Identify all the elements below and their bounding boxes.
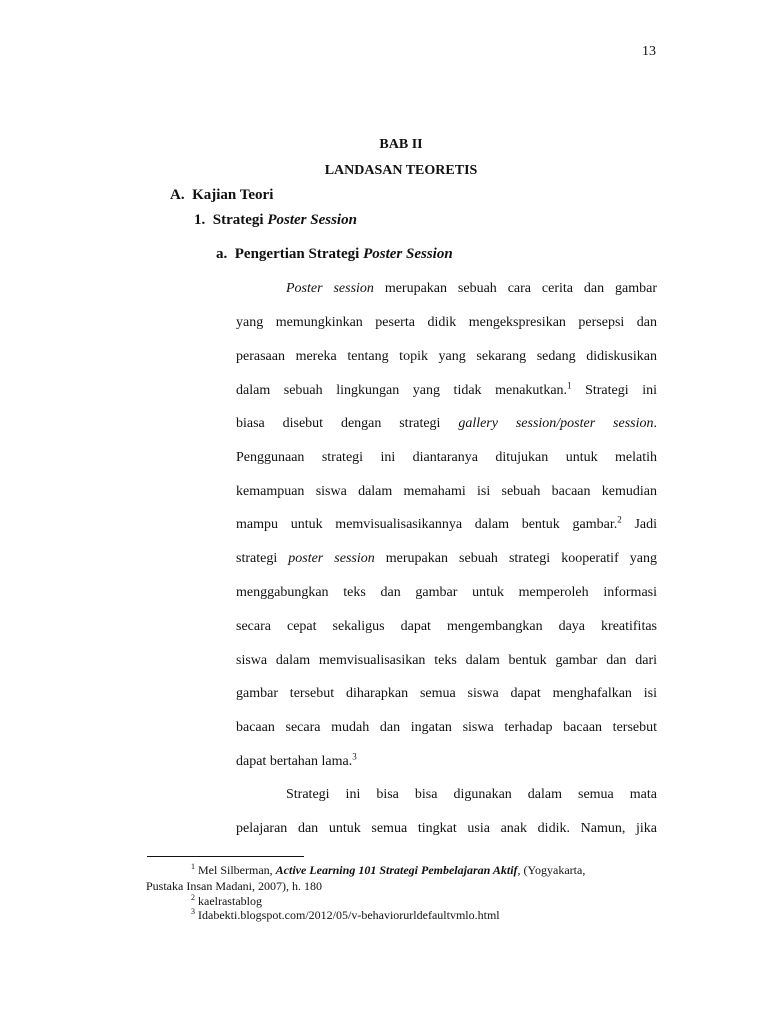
section-heading-1: 1. Strategi Poster Session: [194, 212, 357, 228]
body-line: kemampuan siswa dalam memahami isi sebuah bacaan kemudian: [236, 484, 657, 499]
page-number: 13: [642, 44, 656, 59]
footnote-1-continuation: Pustaka Insan Madani, 2007), h. 180: [146, 879, 322, 893]
footnote-3: $^3$ Idabekti.blogspot.com/2012/05/v-behaviorurldefaultvmlo.html: [191, 907, 500, 922]
chapter-title: LANDASAN TEORETIS: [324, 163, 478, 178]
body-line: strategi poster session merupakan sebuah strategi kooperatif yang: [236, 551, 657, 566]
body-line: Strategi ini bisa bisa digunakan dalam semua mata: [286, 787, 657, 802]
body-line: yang memungkinkan peserta didik mengekspresikan persepsi dan: [236, 315, 657, 330]
body-line: secara cepat sekaligus dapat mengembangkan daya kreatifitas: [236, 619, 657, 634]
footnote-2: $^2$ kaelrastablog: [191, 893, 262, 908]
body-line: perasaan mereka tentang topik yang sekarang sedang didiskusikan: [236, 349, 657, 364]
chapter-heading: BAB II: [379, 137, 423, 152]
body-line: dalam sebuah lingkungan yang tidak menakutkan.$^1$ Strategi ini: [236, 380, 657, 398]
body-line: pelajaran dan untuk semua tingkat usia anak didik. Namun, jika: [236, 821, 657, 836]
footnote-separator: [147, 856, 304, 857]
body-line: Poster session merupakan sebuah cara cerita dan gambar: [286, 281, 657, 296]
body-line: biasa disebut dengan strategi gallery session/poster session.: [236, 416, 657, 431]
footnote-1: $^1$ Mel Silberman, Active Learning 101 Strategi Pembelajaran Aktif, (Yogyakarta,: [191, 862, 586, 877]
body-line: bacaan secara mudah dan ingatan siswa terhadap bacaan tersebut: [236, 720, 657, 735]
subsection-heading: a. Pengertian Strategi Poster Session: [216, 246, 453, 262]
section-heading-a: A. Kajian Teori: [170, 187, 274, 203]
body-line: Penggunaan strategi ini diantaranya ditujukan untuk melatih: [236, 450, 657, 465]
body-line: gambar tersebut diharapkan semua siswa dapat menghafalkan isi: [236, 686, 657, 701]
body-line: menggabungkan teks dan gambar untuk memperoleh informasi: [236, 585, 657, 600]
body-line: mampu untuk memvisualisasikannya dalam bentuk gambar.$^2$ Jadi: [236, 514, 657, 532]
body-line: dapat bertahan lama.$^3$: [236, 751, 357, 769]
body-line: siswa dalam memvisualisasikan teks dalam bentuk gambar dan dari: [236, 653, 657, 668]
